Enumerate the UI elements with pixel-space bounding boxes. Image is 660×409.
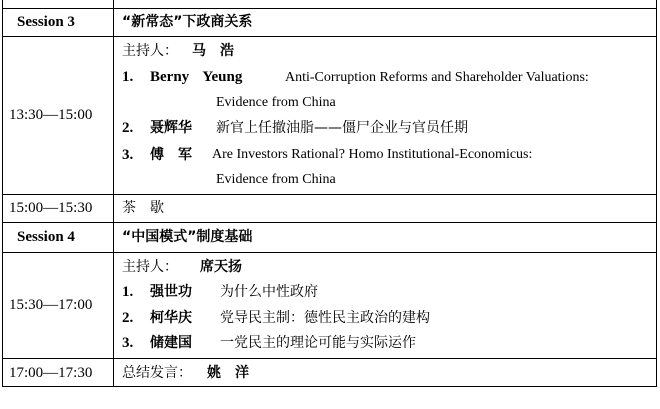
row-divider bbox=[2, 8, 657, 9]
talk-title-continued: Evidence from China bbox=[216, 172, 336, 187]
host-name: 马 浩 bbox=[192, 43, 234, 59]
session-label: Session 3 bbox=[17, 14, 75, 30]
talk-title: Are Investors Rational? Homo Institutional-Economicus: bbox=[212, 147, 533, 162]
row-divider bbox=[2, 194, 657, 195]
speaker-name: 聂辉华 bbox=[150, 120, 192, 136]
speaker-name: 储建国 bbox=[150, 335, 192, 351]
talk-title: 党导民主制：德性民主政治的建构 bbox=[220, 310, 430, 326]
talk-title: 一党民主的理论可能与实际运作 bbox=[220, 335, 416, 351]
session-title: “中国模式”制度基础 bbox=[122, 229, 253, 245]
closing-speaker: 姚 洋 bbox=[207, 365, 249, 381]
talk-title: Anti-Corruption Reforms and Shareholder Valuations: bbox=[285, 70, 589, 85]
row-divider bbox=[2, 222, 657, 223]
time-slot: 13:30—15:00 bbox=[9, 107, 93, 123]
time-slot: 15:00—15:30 bbox=[9, 200, 93, 216]
row-divider bbox=[2, 252, 657, 253]
host-name: 席天扬 bbox=[200, 259, 242, 275]
row-divider bbox=[2, 358, 657, 359]
talk-number: 2. bbox=[122, 120, 134, 136]
session-label: Session 4 bbox=[17, 229, 75, 245]
talk-number: 1. bbox=[122, 284, 134, 300]
host-label: 主持人： bbox=[122, 43, 178, 59]
speaker-name: 柯华庆 bbox=[150, 310, 192, 326]
speaker-name: Berny Yeung bbox=[150, 69, 243, 85]
break-label: 茶 歇 bbox=[122, 200, 164, 216]
session-title: “新常态”下政商关系 bbox=[122, 14, 253, 30]
talk-title: 为什么中性政府 bbox=[220, 284, 318, 300]
speaker-name: 强世功 bbox=[150, 284, 192, 300]
speaker-name: 傅 军 bbox=[150, 147, 192, 163]
talk-title: 新官上任撤油脂——僵尸企业与官员任期 bbox=[216, 120, 468, 136]
talk-number: 3. bbox=[122, 147, 134, 163]
closing-label: 总结发言： bbox=[122, 365, 192, 381]
host-label: 主持人： bbox=[122, 259, 178, 275]
table-border-bottom bbox=[2, 386, 657, 387]
talk-title-continued: Evidence from China bbox=[216, 95, 336, 110]
talk-number: 3. bbox=[122, 335, 134, 351]
talk-number: 1. bbox=[122, 69, 134, 85]
time-slot: 15:30—17:00 bbox=[9, 297, 93, 313]
row-divider bbox=[2, 36, 657, 37]
talk-number: 2. bbox=[122, 310, 134, 326]
time-slot: 17:00—17:30 bbox=[9, 365, 93, 381]
